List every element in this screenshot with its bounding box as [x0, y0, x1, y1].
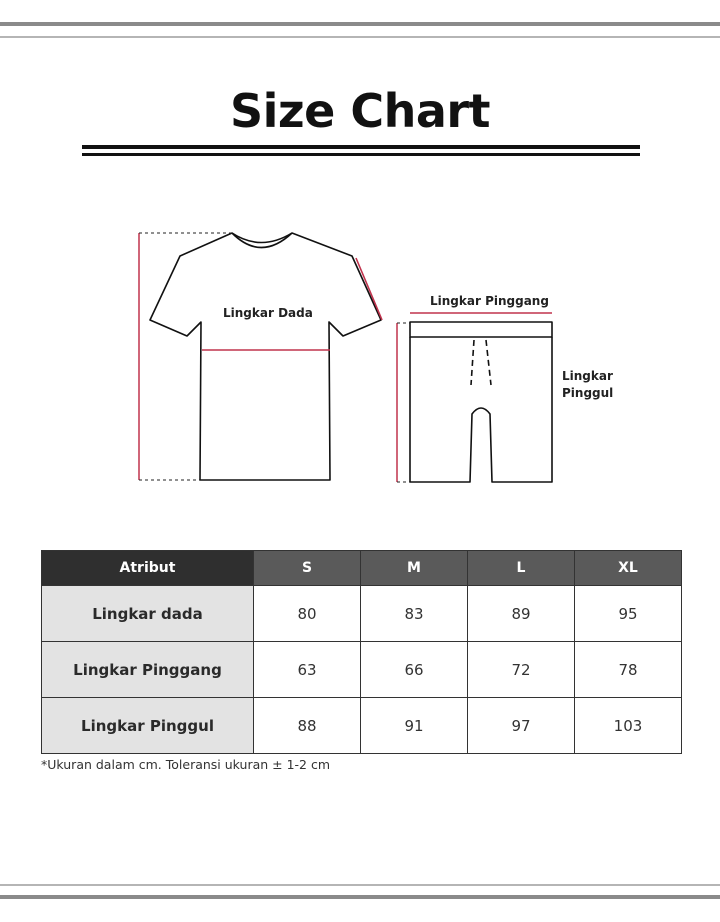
- table-row: [42, 698, 682, 754]
- header-size-s: S: [254, 551, 361, 586]
- table-cell: 88: [254, 698, 361, 754]
- shorts-icon: [410, 322, 552, 482]
- shorts-length-measure: [397, 323, 410, 482]
- footnote: *Ukuran dalam cm. Toleransi ukuran ± 1-2 cm: [41, 757, 331, 772]
- table-cell: 72: [468, 642, 575, 698]
- header-atribut: Atribut: [42, 551, 254, 586]
- page-title: Size Chart: [229, 84, 491, 138]
- header-size-xl: XL: [575, 551, 682, 586]
- table-cell: 66: [361, 642, 468, 698]
- shirt-length-measure: [139, 233, 232, 480]
- bottom-border-thin: [0, 884, 720, 886]
- row-label: Lingkar dada: [42, 586, 254, 642]
- bottom-border-thick: [0, 895, 720, 899]
- table-row: [42, 586, 682, 642]
- row-label: Lingkar Pinggang: [42, 642, 254, 698]
- table-cell: 63: [254, 642, 361, 698]
- chest-label: Lingkar Dada: [223, 306, 313, 320]
- table-header-row: [42, 551, 682, 586]
- table-cell: 91: [361, 698, 468, 754]
- tshirt-icon: [150, 233, 381, 480]
- row-label: Lingkar Pinggul: [42, 698, 254, 754]
- table-cell: 89: [468, 586, 575, 642]
- sleeve-measure-line: [356, 258, 382, 320]
- table-row: [42, 642, 682, 698]
- header-size-l: L: [468, 551, 575, 586]
- size-table: [41, 550, 682, 754]
- header-size-m: M: [361, 551, 468, 586]
- table-cell: 78: [575, 642, 682, 698]
- waist-label: Lingkar Pinggang: [430, 294, 549, 308]
- hip-label-line1: Lingkar: [562, 369, 613, 383]
- hip-label-line2: Pinggul: [562, 386, 614, 400]
- table-cell: 97: [468, 698, 575, 754]
- table-cell: 95: [575, 586, 682, 642]
- table-cell: 80: [254, 586, 361, 642]
- table-cell: 83: [361, 586, 468, 642]
- table-cell: 103: [575, 698, 682, 754]
